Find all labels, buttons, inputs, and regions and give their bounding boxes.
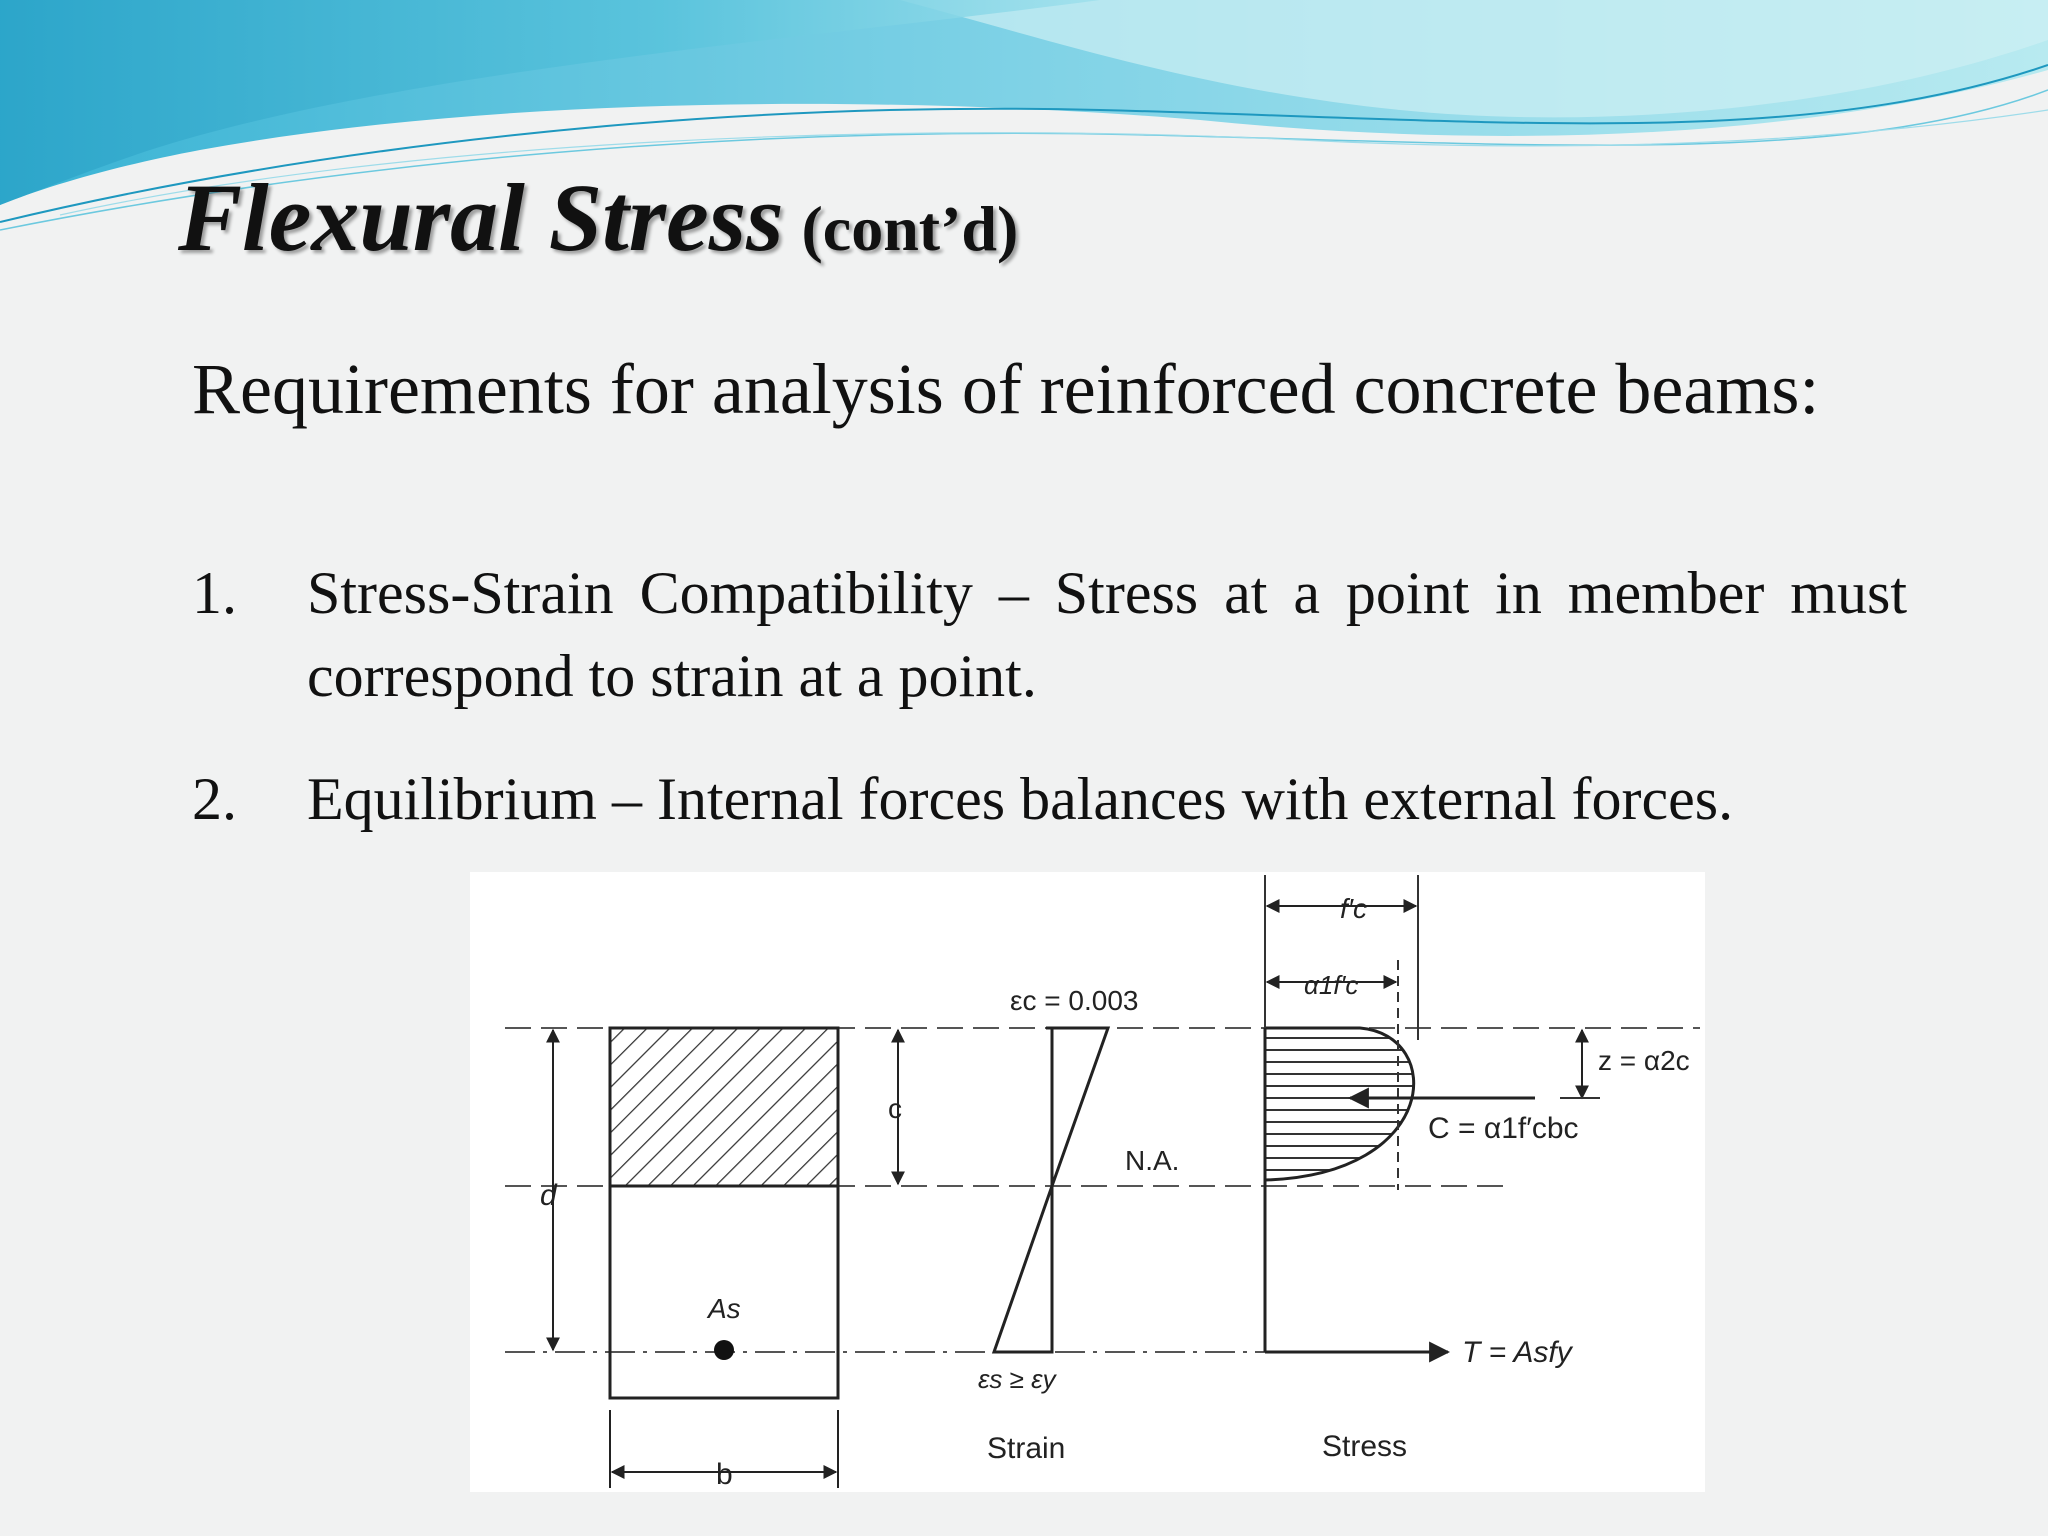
title-main: Flexural Stress [178, 164, 784, 271]
label-stress: Stress [1322, 1430, 1408, 1463]
label-compression-force: C = α1f′cbc [1428, 1112, 1579, 1145]
reinforcement-bar [714, 1340, 734, 1360]
label-tension-force: T = Asfy [1462, 1336, 1572, 1369]
label-d: d [540, 1179, 557, 1212]
label-fc: f′c [1340, 893, 1368, 924]
item-number: 1. [192, 560, 237, 626]
intro-text: Requirements for analysis of reinforced concrete beams: [192, 349, 1820, 429]
item-text: Equilibrium – Internal forces balances with external forces. [307, 766, 1734, 832]
requirement-item-2 [192, 758, 1907, 841]
label-alpha1-fc: α1f′c [1304, 970, 1359, 1000]
label-neutral-axis: N.A. [1125, 1145, 1180, 1176]
label-As: As [708, 1293, 741, 1324]
label-epsilon-c: εc = 0.003 [1010, 985, 1139, 1016]
beam-stress-strain-diagram [470, 872, 1705, 1492]
strain-diagram [994, 1028, 1108, 1352]
label-strain: Strain [987, 1432, 1066, 1465]
label-z: z = α2c [1598, 1045, 1690, 1076]
slide-title [178, 162, 1018, 273]
item-number: 2. [192, 766, 237, 832]
label-c: c [888, 1093, 902, 1124]
item-text: Stress-Strain Compatibility – Stress at a point in member must correspond to strain at a point. [307, 560, 1907, 709]
label-epsilon-s: εs ≥ εy [978, 1364, 1056, 1394]
requirement-item-1 [192, 552, 1907, 718]
title-sub: (cont’d) [801, 193, 1019, 264]
beam-cross-section [610, 1028, 838, 1398]
label-b: b [716, 1458, 733, 1491]
